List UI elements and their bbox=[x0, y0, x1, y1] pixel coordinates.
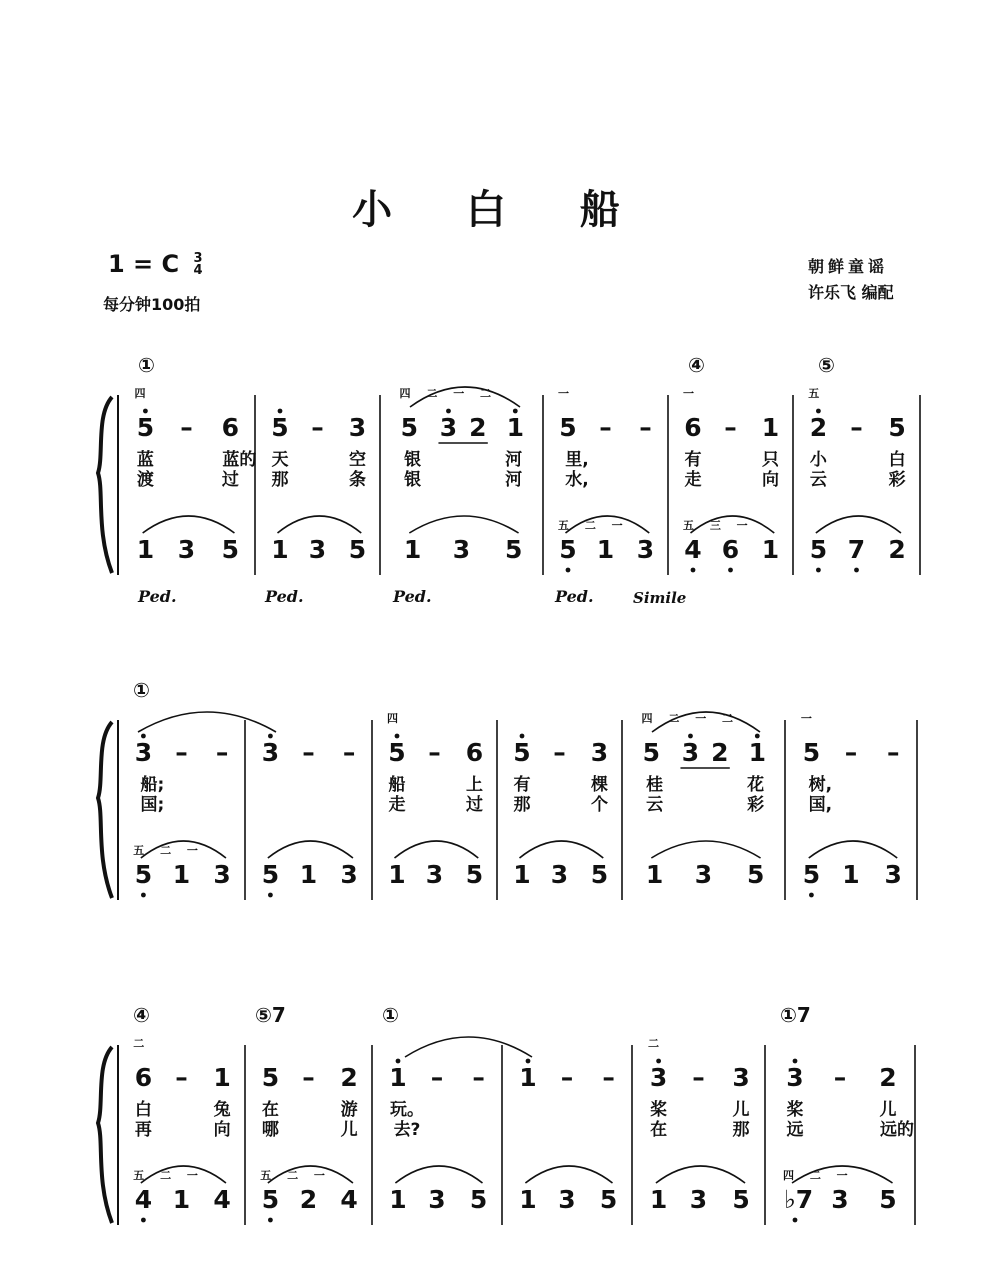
accompaniment-note: 5 bbox=[261, 860, 280, 889]
song-title: 小 白 船 bbox=[352, 186, 650, 233]
melody-note: 1 bbox=[519, 1063, 537, 1092]
octave-dot bbox=[141, 893, 146, 898]
pedal-mark: Ped. bbox=[265, 587, 304, 606]
lyric-verse1: 河 bbox=[505, 450, 523, 470]
tie bbox=[405, 1037, 532, 1057]
lyric-verse1: 玩。 bbox=[390, 1100, 424, 1120]
melody-note: 5 bbox=[388, 738, 406, 767]
accompaniment-note: 1 bbox=[519, 1185, 537, 1214]
accompaniment-note: 3 bbox=[308, 535, 327, 564]
lyric-verse2: 向 bbox=[762, 470, 779, 490]
accompaniment-note: 5 bbox=[221, 535, 240, 564]
accompaniment-note: 4 bbox=[134, 1185, 153, 1214]
dash-note: – bbox=[302, 1063, 315, 1092]
accompaniment-note: 5 bbox=[504, 535, 523, 564]
accompaniment-note: 5 bbox=[261, 1185, 280, 1214]
section-marker: ①7 bbox=[780, 1003, 811, 1027]
melody-note: 2 bbox=[711, 738, 729, 767]
lyric-verse1: 船 bbox=[388, 775, 406, 795]
dash-note: – bbox=[602, 1063, 615, 1092]
dash-note: – bbox=[175, 738, 188, 767]
staff-system bbox=[0, 1005, 1002, 1255]
accompaniment-note: ♭7 bbox=[784, 1185, 814, 1214]
accompaniment-note: 1 bbox=[136, 535, 155, 564]
lyric-verse1: 有 bbox=[684, 450, 702, 470]
fingering-upper: 一 bbox=[683, 387, 700, 400]
melody-note: 3 bbox=[649, 1063, 668, 1092]
brace bbox=[98, 397, 112, 573]
accompaniment-slur bbox=[395, 1166, 482, 1183]
melody-note: 5 bbox=[802, 738, 821, 767]
accompaniment-note: 1 bbox=[645, 860, 664, 889]
lyric-verse1: 上 bbox=[466, 775, 483, 795]
accompaniment-note: 5 bbox=[809, 535, 828, 564]
lyric-verse2: 个 bbox=[591, 795, 608, 815]
accompaniment-slur bbox=[409, 516, 518, 533]
dash-note: – bbox=[850, 413, 863, 442]
accompaniment-note: 3 bbox=[550, 860, 569, 889]
lyric-verse1: 棵 bbox=[591, 775, 608, 795]
dash-note: – bbox=[724, 413, 737, 442]
accompaniment-note: 3 bbox=[452, 535, 471, 564]
fingering-lower: 四 二 一 bbox=[783, 1169, 854, 1182]
lyric-verse2: 彩 bbox=[747, 795, 765, 815]
melody-note: 3 bbox=[786, 1063, 804, 1092]
accompaniment-note: 1 bbox=[842, 860, 860, 889]
octave-dot bbox=[691, 568, 696, 573]
melody-note: 3 bbox=[261, 738, 280, 767]
fingering-upper: 五 bbox=[808, 387, 826, 400]
lyric-verse1: 在 bbox=[261, 1100, 279, 1120]
octave-dot bbox=[728, 568, 733, 573]
melody-note: 5 bbox=[400, 413, 419, 442]
tie bbox=[138, 712, 276, 732]
accompaniment-note: 5 bbox=[348, 535, 367, 564]
fingering-upper: 四 二 一 二 bbox=[641, 712, 740, 725]
accompaniment-note: 1 bbox=[299, 860, 318, 889]
accompaniment-slur bbox=[525, 1166, 612, 1183]
accompaniment-note: 5 bbox=[134, 860, 153, 889]
lyric-verse2: 条 bbox=[349, 470, 366, 490]
accompaniment-slur bbox=[816, 516, 901, 533]
lyric-verse2: 渡 bbox=[136, 470, 154, 490]
lyric-verse2: 过 bbox=[221, 470, 239, 490]
melody-note: 5 bbox=[136, 413, 155, 442]
dash-note: – bbox=[553, 738, 566, 767]
accompaniment-slur bbox=[656, 1166, 745, 1183]
accompaniment-note: 2 bbox=[299, 1185, 318, 1214]
melody-note: 5 bbox=[888, 413, 906, 442]
section-marker: ⑤ bbox=[818, 353, 835, 377]
lyric-verse2: 水, bbox=[565, 470, 589, 490]
dash-note: – bbox=[886, 738, 900, 767]
octave-dot bbox=[854, 568, 859, 573]
accompaniment-note: 1 bbox=[172, 1185, 191, 1214]
lyric-verse2: 彩 bbox=[888, 470, 906, 490]
lyric-verse1: 空 bbox=[349, 450, 366, 470]
fingering-upper: 四 二 一 二 bbox=[399, 387, 498, 400]
lyric-verse1: 船; bbox=[140, 775, 165, 795]
melody-note: 1 bbox=[213, 1063, 231, 1092]
octave-dot bbox=[268, 893, 273, 898]
fingering-lower: 五 二 一 bbox=[260, 1169, 331, 1182]
lyric-verse2: 走 bbox=[388, 795, 406, 815]
accompaniment-note: 1 bbox=[403, 535, 422, 564]
melody-note: 3 bbox=[681, 738, 700, 767]
lyric-verse1: 儿 bbox=[879, 1100, 897, 1120]
accompaniment-note: 3 bbox=[884, 860, 902, 889]
accompaniment-note: 3 bbox=[558, 1185, 576, 1214]
melody-note: 2 bbox=[809, 413, 828, 442]
section-marker: ① bbox=[382, 1003, 399, 1027]
melody-note: 3 bbox=[134, 738, 153, 767]
lyric-verse2: 河 bbox=[505, 470, 523, 490]
accompaniment-note: 2 bbox=[888, 535, 906, 564]
melody-note: 5 bbox=[513, 738, 531, 767]
lyric-verse1: 蓝的 bbox=[222, 450, 257, 470]
dash-note: – bbox=[560, 1063, 574, 1092]
accompaniment-note: 3 bbox=[428, 1185, 446, 1214]
melody-note: 6 bbox=[134, 1063, 153, 1092]
accompaniment-note: 5 bbox=[746, 860, 765, 889]
melody-note: 1 bbox=[389, 1063, 407, 1092]
accompaniment-note: 5 bbox=[469, 1185, 488, 1214]
octave-dot bbox=[268, 1218, 273, 1223]
melody-note: 5 bbox=[271, 413, 289, 442]
melody-note: 1 bbox=[761, 413, 780, 442]
section-marker: ① bbox=[133, 678, 150, 702]
lyric-verse1: 白 bbox=[134, 1100, 152, 1120]
lyric-verse1: 桂 bbox=[646, 775, 664, 795]
melody-note: 3 bbox=[439, 413, 458, 442]
lyric-verse1: 天 bbox=[271, 450, 289, 470]
accompaniment-note: 5 bbox=[879, 1185, 897, 1214]
fingering-upper: 二 bbox=[647, 1037, 665, 1050]
lyric-verse1: 儿 bbox=[732, 1100, 750, 1120]
accompaniment-note: 3 bbox=[425, 860, 444, 889]
melody-note: 3 bbox=[732, 1063, 750, 1092]
melody-note: 2 bbox=[469, 413, 487, 442]
lyric-verse2: 云 bbox=[809, 470, 827, 490]
key-label: 1 = C bbox=[108, 250, 180, 278]
dash-note: – bbox=[311, 413, 324, 442]
section-marker: ④ bbox=[688, 353, 705, 377]
dash-note: – bbox=[472, 1063, 485, 1092]
dash-note: – bbox=[430, 1063, 444, 1092]
fingering-upper: 二 bbox=[133, 1037, 151, 1050]
octave-dot bbox=[793, 1218, 798, 1223]
brace bbox=[98, 722, 112, 898]
fingering-lower: 五 二 一 bbox=[133, 844, 204, 857]
lyric-verse1: 小 bbox=[809, 450, 827, 470]
accompaniment-note: 1 bbox=[388, 860, 406, 889]
dash-note: – bbox=[180, 413, 193, 442]
accompaniment-note: 1 bbox=[649, 1185, 668, 1214]
section-marker: ④ bbox=[133, 1003, 150, 1027]
lyric-verse1: 花 bbox=[747, 775, 765, 795]
melody-note: 6 bbox=[465, 738, 484, 767]
simile-mark: Simile bbox=[633, 589, 687, 607]
accompaniment-note: 1 bbox=[389, 1185, 407, 1214]
lyric-verse2: 银 bbox=[404, 470, 422, 490]
lyric-verse2: 那 bbox=[271, 470, 289, 490]
melody-note: 5 bbox=[261, 1063, 280, 1092]
lyric-verse2: 国, bbox=[808, 795, 833, 815]
lyric-verse1: 银 bbox=[404, 450, 422, 470]
accompaniment-note: 1 bbox=[761, 535, 780, 564]
octave-dot bbox=[816, 568, 821, 573]
dash-note: – bbox=[428, 738, 441, 767]
fingering-lower: 五 三 一 bbox=[683, 519, 754, 532]
accompaniment-slur bbox=[651, 841, 760, 858]
octave-dot bbox=[566, 568, 571, 573]
lyric-verse2: 国; bbox=[140, 795, 165, 815]
pedal-mark: Ped. bbox=[138, 587, 177, 606]
accompaniment-note: 5 bbox=[732, 1185, 750, 1214]
fingering-upper: 一 bbox=[558, 387, 575, 400]
tempo-marking: 每分钟100拍 bbox=[103, 295, 201, 314]
song-origin: 朝鲜童谣 bbox=[808, 257, 889, 276]
accompaniment-note: 4 bbox=[340, 1185, 358, 1214]
accompaniment-slur bbox=[143, 516, 235, 533]
accompaniment-slur bbox=[278, 516, 362, 533]
accompaniment-note: 5 bbox=[802, 860, 821, 889]
accompaniment-note: 1 bbox=[271, 535, 289, 564]
melody-note: 5 bbox=[559, 413, 577, 442]
dash-note: – bbox=[692, 1063, 705, 1092]
melody-note: 6 bbox=[684, 413, 702, 442]
accompaniment-note: 5 bbox=[465, 860, 484, 889]
lyric-verse1: 有 bbox=[513, 775, 531, 795]
accompaniment-slur bbox=[268, 841, 353, 858]
accompaniment-note: 3 bbox=[689, 1185, 708, 1214]
fingering-upper: 四 bbox=[134, 387, 152, 400]
accompaniment-note: 3 bbox=[213, 860, 231, 889]
lyric-verse2: 向 bbox=[213, 1120, 231, 1140]
time-bottom: 4 bbox=[193, 263, 203, 278]
melody-note: 2 bbox=[340, 1063, 358, 1092]
lyric-verse2: 那 bbox=[732, 1120, 750, 1140]
accompaniment-note: 7 bbox=[847, 535, 866, 564]
accompaniment-note: 3 bbox=[340, 860, 358, 889]
dash-note: – bbox=[215, 738, 229, 767]
accompaniment-note: 4 bbox=[213, 1185, 231, 1214]
lyric-verse1: 里, bbox=[565, 450, 589, 470]
accompaniment-note: 3 bbox=[831, 1185, 849, 1214]
pedal-mark: Ped. bbox=[555, 587, 594, 606]
lyric-verse1: 游 bbox=[340, 1100, 358, 1120]
fingering-lower: 五 二 一 bbox=[558, 519, 629, 532]
octave-dot bbox=[141, 1218, 146, 1223]
lyric-verse1: 桨 bbox=[650, 1100, 668, 1120]
dash-note: – bbox=[342, 738, 356, 767]
accompaniment-slur bbox=[809, 841, 897, 858]
dash-note: – bbox=[844, 738, 858, 767]
melody-note: 3 bbox=[590, 738, 609, 767]
lyric-verse2: 儿 bbox=[340, 1120, 358, 1140]
staff-system bbox=[0, 680, 1002, 930]
melody-note: 1 bbox=[506, 413, 524, 442]
accompaniment-note: 3 bbox=[636, 535, 655, 564]
fingering-upper: 一 bbox=[800, 712, 818, 725]
pedal-mark: Ped. bbox=[393, 587, 432, 606]
lyric-verse1: 只 bbox=[762, 450, 779, 470]
lyric-verse1: 桨 bbox=[786, 1100, 804, 1120]
lyric-verse1: 蓝 bbox=[136, 450, 154, 470]
lyric-verse1: 树, bbox=[808, 775, 833, 795]
accompaniment-note: 5 bbox=[590, 860, 609, 889]
lyric-verse2: 云 bbox=[646, 795, 664, 815]
melody-note: 2 bbox=[879, 1063, 897, 1092]
accompaniment-note: 4 bbox=[684, 535, 702, 564]
dash-note: – bbox=[302, 738, 315, 767]
melody-note: 6 bbox=[221, 413, 240, 442]
accompaniment-note: 1 bbox=[172, 860, 191, 889]
section-marker: ① bbox=[138, 353, 155, 377]
lyric-verse2: 走 bbox=[684, 470, 702, 490]
arranger-credit: 许乐飞 编配 bbox=[808, 283, 894, 302]
lyric-verse1: 白 bbox=[888, 450, 906, 470]
time-signature bbox=[194, 253, 203, 277]
accompaniment-note: 1 bbox=[513, 860, 531, 889]
dash-note: – bbox=[599, 413, 612, 442]
accompaniment-note: 5 bbox=[559, 535, 577, 564]
lyric-verse2: 再 bbox=[134, 1120, 152, 1140]
accompaniment-note: 1 bbox=[596, 535, 615, 564]
staff-system bbox=[0, 355, 1002, 605]
accompaniment-slur bbox=[520, 841, 604, 858]
lyric-verse2: 过 bbox=[466, 795, 483, 815]
section-marker: ⑤7 bbox=[255, 1003, 286, 1027]
dash-note: – bbox=[175, 1063, 188, 1092]
octave-dot bbox=[809, 893, 814, 898]
accompaniment-note: 3 bbox=[177, 535, 196, 564]
fingering-upper: 四 bbox=[387, 712, 404, 725]
accompaniment-note: 5 bbox=[599, 1185, 618, 1214]
lyric-verse2: 在 bbox=[650, 1120, 668, 1140]
fingering-lower: 五 二 一 bbox=[133, 1169, 204, 1182]
lyric-verse1: 兔 bbox=[213, 1100, 231, 1120]
dash-note: – bbox=[833, 1063, 847, 1092]
accompaniment-note: 3 bbox=[694, 860, 713, 889]
melody-note: 1 bbox=[748, 738, 766, 767]
lyric-verse2: 远 bbox=[786, 1120, 804, 1140]
brace bbox=[98, 1047, 112, 1223]
melody-note: 3 bbox=[348, 413, 367, 442]
lyric-verse2: 远的 bbox=[880, 1120, 914, 1140]
lyric-verse2: 那 bbox=[513, 795, 531, 815]
accompaniment-slur bbox=[395, 841, 479, 858]
dash-note: – bbox=[639, 413, 652, 442]
lyric-verse2: 哪 bbox=[261, 1120, 279, 1140]
time-top: 3 bbox=[193, 251, 203, 266]
melody-note: 5 bbox=[642, 738, 661, 767]
lyric-verse2: 去? bbox=[393, 1120, 421, 1140]
accompaniment-note: 6 bbox=[721, 535, 740, 564]
key-signature bbox=[108, 250, 203, 278]
